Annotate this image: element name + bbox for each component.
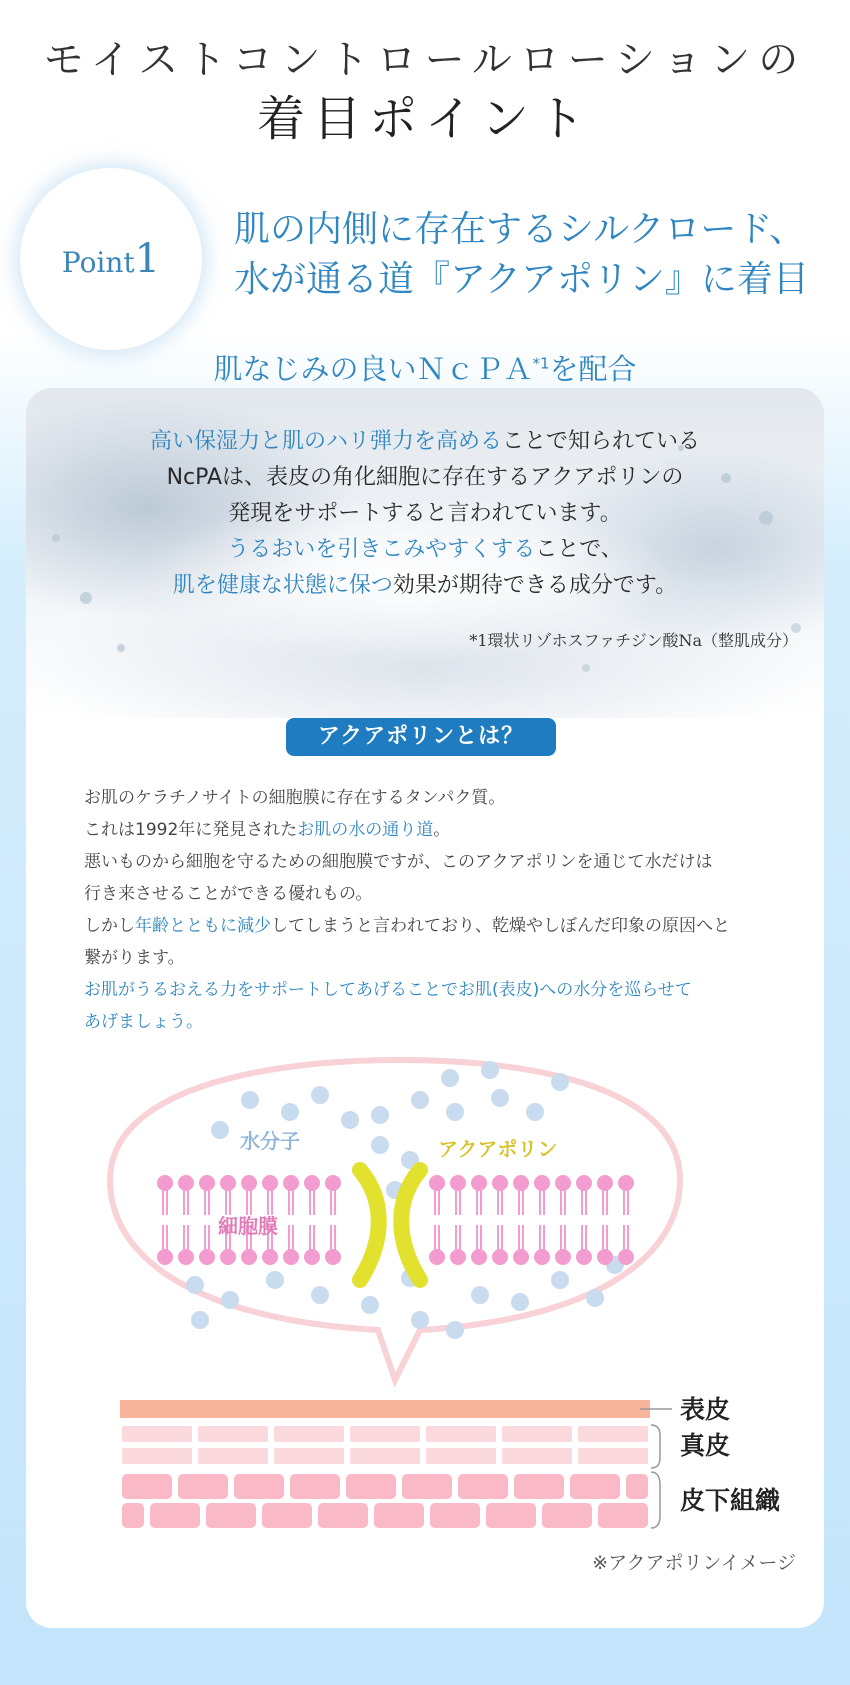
subcutis-cell — [206, 1503, 256, 1528]
lipid-head — [157, 1175, 173, 1191]
desc-line-7: お肌がうるおえる力をサポートしてあげることでお肌(表皮)への水分を巡らせて — [84, 980, 692, 1000]
subcutis-cell — [318, 1503, 368, 1528]
title-line-2: 着目ポイント — [256, 91, 593, 147]
point-headline — [234, 205, 844, 305]
water-molecule — [361, 1296, 379, 1314]
water-molecule — [551, 1271, 569, 1289]
intro-highlight-5: 肌を健康な状態に保つ — [172, 573, 393, 598]
subcutis-cell — [290, 1474, 340, 1499]
subcutis-cell — [374, 1503, 424, 1528]
desc-line-4: 行き来させることができる優れもの。 — [84, 884, 373, 904]
aquaporin-badge: アクアポリンとは？ — [286, 718, 556, 756]
water-molecule — [446, 1103, 464, 1121]
subcutis-label: 皮下組織 — [680, 1486, 781, 1515]
lipid-head — [241, 1249, 257, 1265]
lipid-head — [597, 1249, 613, 1265]
subcutis-cell — [486, 1503, 536, 1528]
lipid-head — [325, 1175, 341, 1191]
footnote: *1環状リゾホスファチジン酸Na（整肌成分） — [469, 631, 798, 650]
lipid-head — [241, 1175, 257, 1191]
subcutis-cell — [514, 1474, 564, 1499]
subcutis-bracket — [651, 1472, 660, 1528]
intro-highlight-1: 高い保湿力と肌のハリ弾力を高める — [149, 429, 502, 454]
desc-line-2 — [84, 814, 804, 846]
desc-line-3: 悪いものから細胞を守るための細胞膜ですが、このアクアポリンを通じて水だけは — [84, 852, 713, 872]
dermis-cell — [502, 1426, 572, 1442]
water-molecule — [311, 1286, 329, 1304]
water-splash-image — [26, 388, 824, 718]
lipid-head — [262, 1175, 278, 1191]
lipid-head — [220, 1175, 236, 1191]
lipid-head — [471, 1175, 487, 1191]
subcutis-layer — [122, 1474, 648, 1528]
lipid-head — [492, 1175, 508, 1191]
desc-text-5a: しかし — [84, 916, 135, 936]
water-molecule — [311, 1086, 329, 1104]
water-molecule — [446, 1321, 464, 1339]
water-molecule — [221, 1291, 239, 1309]
subcutis-cell — [570, 1474, 620, 1499]
aquaporin-diagram — [0, 1040, 850, 1550]
headline-line-2: 水が通る道『アクアポリン』に着目 — [234, 259, 809, 300]
desc-line-5 — [84, 910, 804, 942]
desc-highlight-5: 年齢とともに減少 — [135, 916, 271, 936]
water-molecule — [371, 1136, 389, 1154]
point-prefix: Point — [61, 246, 135, 279]
subcutis-cell — [430, 1503, 480, 1528]
water-molecule — [441, 1069, 459, 1087]
lipid-head — [429, 1175, 445, 1191]
lipid-head — [262, 1249, 278, 1265]
subcutis-cell — [346, 1474, 396, 1499]
desc-text-2a: これは1992年に発見された — [84, 820, 298, 840]
water-molecule — [411, 1311, 429, 1329]
ncpa-description — [26, 424, 824, 604]
dermis-cell — [274, 1426, 344, 1442]
point-label — [20, 168, 202, 354]
desc-highlight-2: お肌の水の通り道 — [297, 820, 434, 840]
desc-text-5c: してしまうと言われており、乾燥やしぼんだ印象の原因へと — [271, 916, 730, 936]
water-molecule — [411, 1091, 429, 1109]
dermis-cell — [198, 1426, 268, 1442]
cell-membrane-label: 細胞膜 — [218, 1214, 278, 1238]
lipid-head — [576, 1175, 592, 1191]
lipid-head — [304, 1249, 320, 1265]
title-line-1: モイストコントロールローションの — [43, 37, 807, 83]
lipid-head — [492, 1249, 508, 1265]
dermis-bracket — [651, 1425, 660, 1468]
lipid-head — [304, 1175, 320, 1191]
water-molecule — [586, 1289, 604, 1307]
water-molecule — [281, 1103, 299, 1121]
lipid-head — [283, 1249, 299, 1265]
dermis-cell — [122, 1448, 192, 1464]
dermis-cell — [122, 1426, 192, 1442]
lipid-head — [471, 1249, 487, 1265]
lipid-head — [283, 1175, 299, 1191]
intro-line-1 — [26, 424, 824, 460]
point-number: 1 — [134, 236, 161, 282]
subcutis-cell — [626, 1474, 648, 1499]
lipid-head — [220, 1249, 236, 1265]
water-molecule — [241, 1091, 259, 1109]
lipid-head — [618, 1175, 634, 1191]
water-molecule — [211, 1121, 229, 1139]
lipid-head — [178, 1175, 194, 1191]
lipid-head — [576, 1249, 592, 1265]
water-molecule — [266, 1271, 284, 1289]
desc-text-2c: 。 — [433, 820, 451, 840]
subcutis-cell — [598, 1503, 648, 1528]
lipid-head — [513, 1249, 529, 1265]
dermis-cell — [350, 1448, 420, 1464]
ingredient-subhead — [0, 347, 850, 388]
water-molecule — [551, 1073, 569, 1091]
subcutis-cell — [178, 1474, 228, 1499]
intro-line-5 — [26, 568, 824, 604]
dermis-cell — [198, 1448, 268, 1464]
dermis-cell — [578, 1426, 648, 1442]
intro-text-4: ことで、 — [535, 537, 623, 562]
lipid-head — [450, 1175, 466, 1191]
dermis-layer — [122, 1426, 648, 1464]
water-molecule — [511, 1293, 529, 1311]
water-molecule — [341, 1111, 359, 1129]
lipid-head — [513, 1175, 529, 1191]
dermis-cell — [350, 1426, 420, 1442]
subhead-text: 肌なじみの良いＮｃＰＡ — [213, 352, 533, 386]
lipid-head — [325, 1249, 341, 1265]
lipid-head — [555, 1175, 571, 1191]
dermis-cell — [502, 1448, 572, 1464]
water-molecule — [186, 1276, 204, 1294]
dermis-label: 真皮 — [680, 1431, 731, 1460]
aquaporin-description — [84, 782, 804, 1038]
dermis-cell — [426, 1448, 496, 1464]
desc-line-6: 繋がります。 — [84, 948, 185, 968]
lipid-head — [199, 1249, 215, 1265]
subcutis-cell — [458, 1474, 508, 1499]
water-molecule — [471, 1286, 489, 1304]
lipid-head — [618, 1249, 634, 1265]
intro-line-3: 発現をサポートすると言われています。 — [228, 501, 622, 526]
diagram-caption: ※アクアポリンイメージ — [592, 1552, 796, 1574]
water-molecule — [371, 1106, 389, 1124]
lipid-head — [178, 1249, 194, 1265]
lipid-head — [597, 1175, 613, 1191]
lipid-head — [450, 1249, 466, 1265]
desc-line-1: お肌のケラチノサイトの細胞膜に存在するタンパク質。 — [84, 788, 506, 808]
desc-line-8: あげましょう。 — [84, 1012, 203, 1032]
water-molecule — [481, 1061, 499, 1079]
intro-text-1: ことで知られている — [502, 429, 701, 454]
water-molecule — [526, 1103, 544, 1121]
intro-highlight-4: うるおいを引きこみやすくする — [227, 537, 536, 562]
intro-line-2: NcPAは、表皮の角化細胞に存在するアクアポリンの — [166, 465, 684, 490]
subcutis-cell — [262, 1503, 312, 1528]
intro-line-4 — [26, 532, 824, 568]
lipid-head — [555, 1249, 571, 1265]
lipid-head — [534, 1249, 550, 1265]
dermis-cell — [274, 1448, 344, 1464]
water-molecule — [491, 1089, 509, 1107]
subcutis-cell — [150, 1503, 200, 1528]
dermis-cell — [578, 1448, 648, 1464]
aquaporin-label: アクアポリン — [438, 1137, 558, 1161]
lipid-head — [199, 1175, 215, 1191]
subcutis-cell — [122, 1503, 144, 1528]
subhead-suffix: を配合 — [549, 352, 637, 386]
epidermis-label: 表皮 — [680, 1395, 731, 1424]
intro-text-5: 効果が期待できる成分です。 — [392, 573, 678, 598]
subcutis-cell — [234, 1474, 284, 1499]
epidermis-layer — [120, 1400, 650, 1418]
headline-line-1: 肌の内側に存在するシルクロード、 — [234, 209, 806, 250]
subcutis-cell — [542, 1503, 592, 1528]
subcutis-cell — [402, 1474, 452, 1499]
lipid-head — [157, 1249, 173, 1265]
lipid-head — [429, 1249, 445, 1265]
subcutis-cell — [122, 1474, 172, 1499]
water-molecule-label: 水分子 — [240, 1129, 300, 1153]
water-molecule — [191, 1311, 209, 1329]
dermis-cell — [426, 1426, 496, 1442]
lipid-head — [534, 1175, 550, 1191]
subhead-sup: *1 — [532, 354, 550, 373]
